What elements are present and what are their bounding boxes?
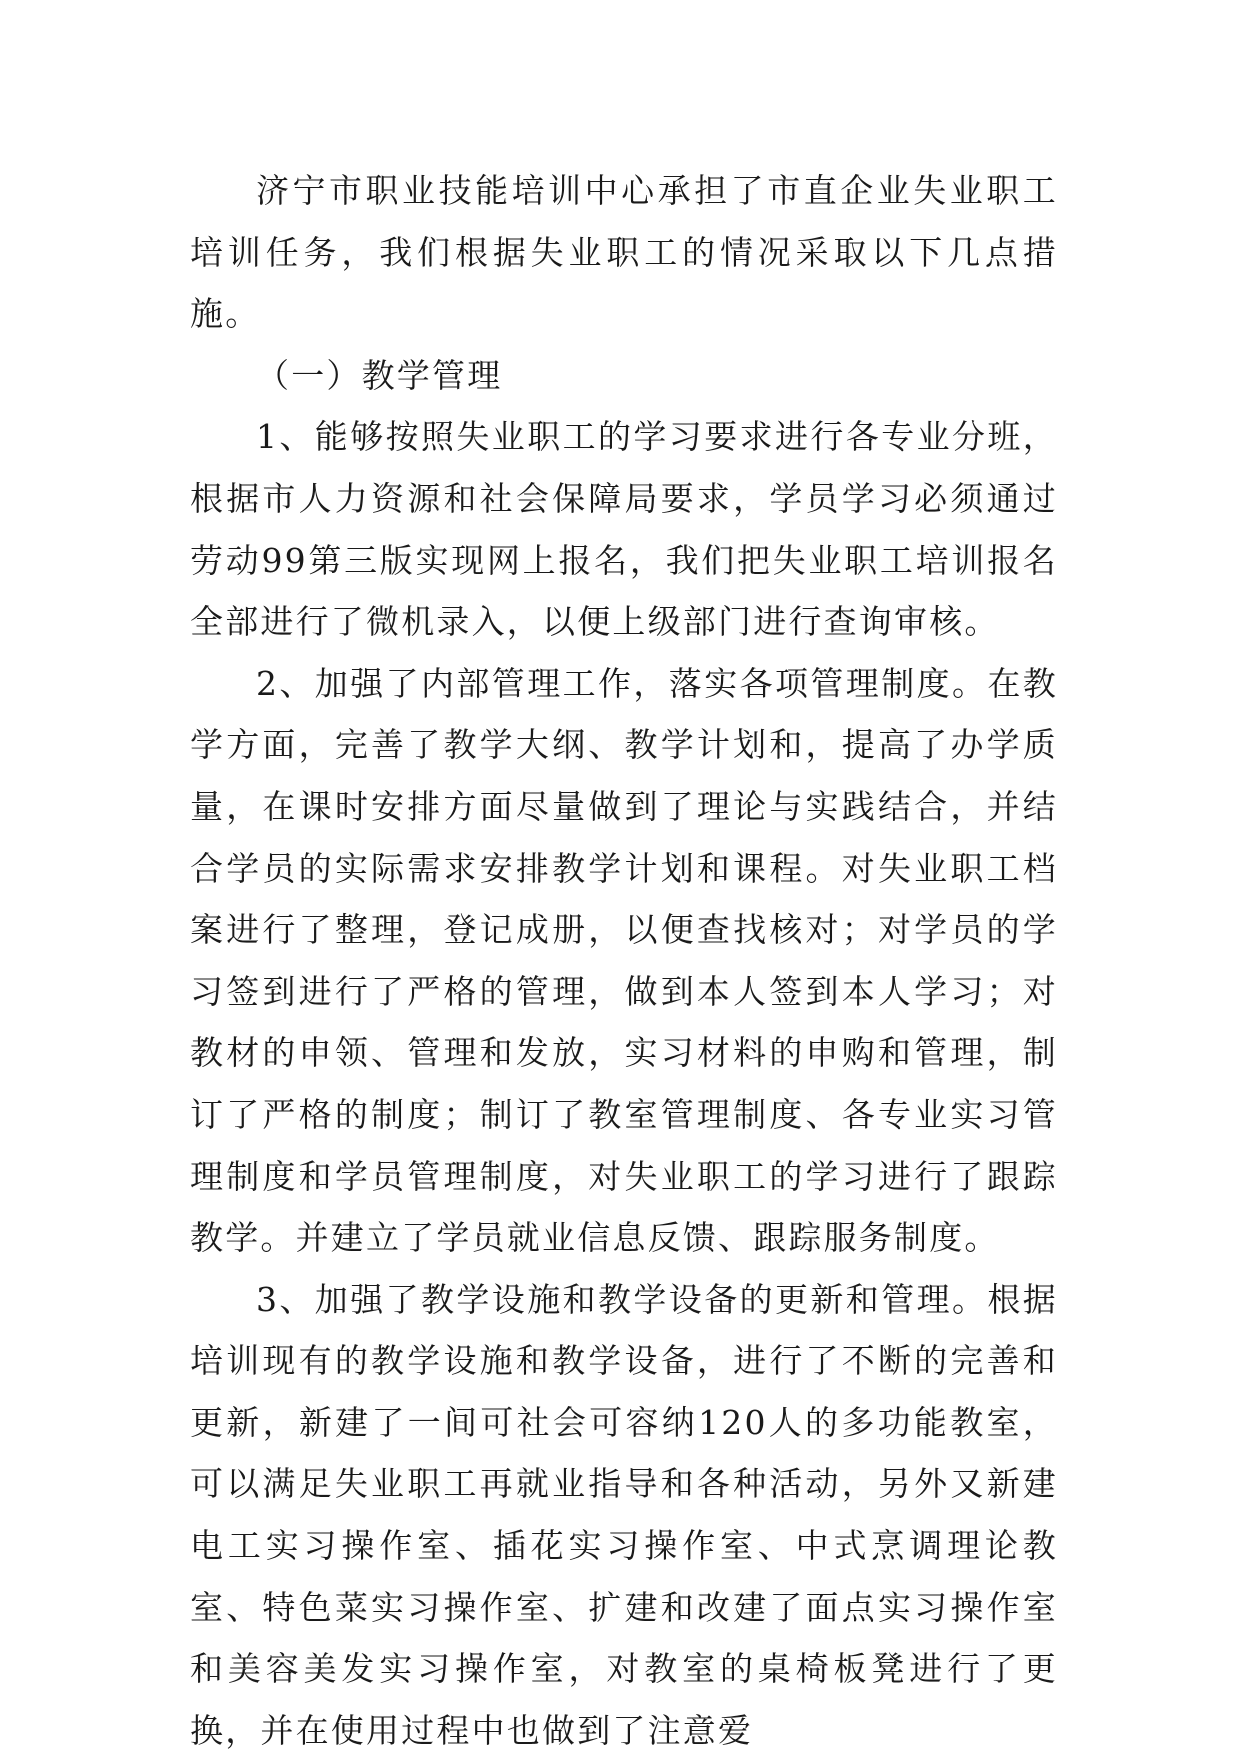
section-heading-teaching-management: （一）教学管理 bbox=[256, 355, 503, 395]
paragraph-item-2: 2、加强了内部管理工作，落实各项管理制度。在教学方面，完善了教学大纲、教学计划和，提高了办学质量，在课时安排方面尽量做到了理论与实践结合，并结合学员的实际需求安排教学计划和课程。对失业职工档案进行了整理，登记成册，以便查找核对；对学员的学习签到进行了严格的管理，做到本人签到本人学习；对教材的申领、管理和发放，实习材料的申购和管理，制订了严格的制度；制订了教室管理制度、各专业实习管理制度和学员管理制度，对失业职工的学习进行了跟踪教学。并建立了学员就业信息反馈、跟踪服务制度。 bbox=[190, 663, 1058, 1258]
paragraph-item-3: 3、加强了教学设施和教学设备的更新和管理。根据培训现有的教学设施和教学设备，进行了不断的完善和更新，新建了一间可社会可容纳120人的多功能教室，可以满足失业职工再就业指导和各种活动，另外又新建电工实习操作室、插花实习操作室、中式烹调理论教室、特色菜实习操作室、扩建和改建了面点实习操作室和美容美发实习操作室，对教室的桌椅板凳进行了更换，并在使用过程中也做到了注意爱 bbox=[190, 1279, 1058, 1750]
paragraph-item-1: 1、能够按照失业职工的学习要求进行各专业分班，根据市人力资源和社会保障局要求，学员学习必须通过劳动99第三版实现网上报名，我们把失业职工培训报名全部进行了微机录入，以便上级部门进行查询审核。 bbox=[190, 417, 1058, 642]
document-body bbox=[190, 160, 1058, 1761]
paragraph-intro: 济宁市职业技能培训中心承担了市直企业失业职工培训任务，我们根据失业职工的情况采取以下几点措施。 bbox=[190, 171, 1058, 334]
